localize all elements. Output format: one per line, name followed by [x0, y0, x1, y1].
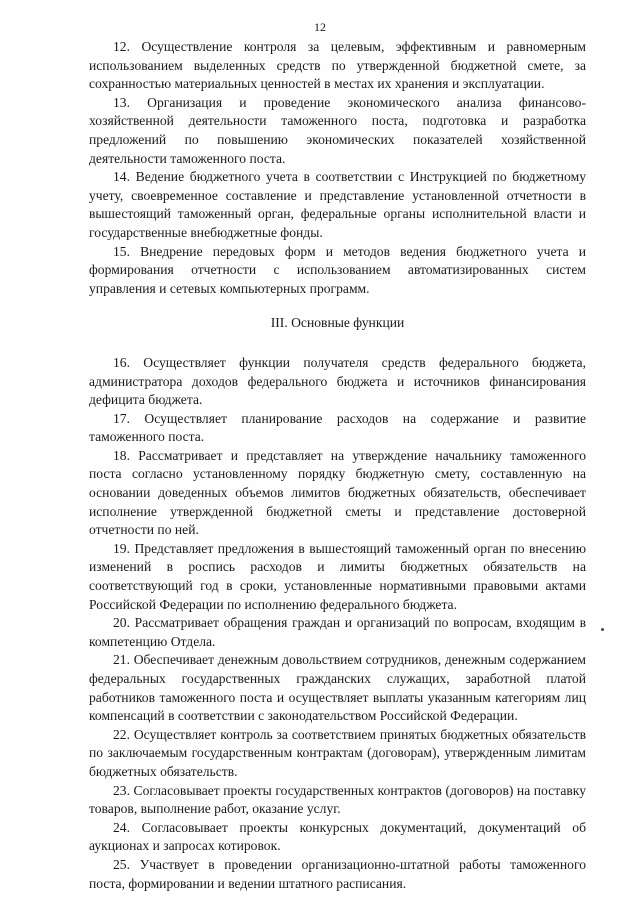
paragraph-23: 23. Согласовывает проекты государственных контрактов (договоров) на поставку товаров, выполнение работ, оказание услуг.	[89, 782, 586, 817]
paragraph-17: 17. Осуществляет планирование расходов на содержание и развитие таможенного поста.	[89, 410, 586, 445]
paragraph-20: 20. Рассматривает обращения граждан и организаций по вопросам, входящим в компетенцию Отдела.	[89, 615, 586, 649]
paragraph-14: 14. Ведение бюджетного учета в соответствии с Инструкцией по бюджетному учету, своевременное составление и представление установленной отчетности в вышестоящий таможенный орган, федеральные органы исполнительной власти и государственные внебюджетные фонды.	[89, 169, 586, 240]
document-body	[89, 38, 586, 893]
paragraph-25: 25. Участвует в проведении организационно-штатной работы таможенного поста, формировании и ведении штатного расписания.	[89, 856, 586, 891]
paragraph-19: 19. Представляет предложения в вышестоящий таможенный орган по внесению изменений в роспись расходов и лимиты бюджетных обязательств на соответствующий год в сроки, установленные нормативными правовыми актами Российской Федерации по исполнению федерального бюджета.	[89, 540, 586, 612]
paragraph-13: 13. Организация и проведение экономического анализа финансово-хозяйственной деятельности таможенного поста, подготовка и разработка предложений по повышению экономических показателей хозяйственной деятельности таможенного поста.	[89, 94, 586, 166]
paragraph-22: 22. Осуществляет контроль за соответствием принятых бюджетных обязательств по заключаемым государственным контрактам (договорам), утвержденным лимитам бюджетных обязательств.	[89, 726, 586, 779]
scan-speck	[601, 628, 604, 631]
paragraph-24: 24. Согласовывает проекты конкурсных документаций, документаций об аукционах и запросах котировок.	[89, 819, 586, 854]
paragraph-15: 15. Внедрение передовых форм и методов ведения бюджетного учета и формирования отчетности с использованием автоматизированных систем управления и сетевых компьютерных программ.	[89, 243, 586, 296]
section-title: III. Основные функции	[270, 315, 405, 331]
page-number: 12	[314, 20, 326, 34]
paragraph-12: 12. Осуществление контроля за целевым, эффективным и равномерным использованием выделенных средств по утвержденной бюджетной смете, за сохранностью материальных ценностей в местах их хранения и эксплуатации.	[89, 39, 586, 92]
paragraph-18: 18. Рассматривает и представляет на утверждение начальнику таможенного поста согласно установленному порядку бюджетную смету, составленную на основании доведенных объемов лимитов бюджетных обязательств, обеспечивает исполнение утвержденной бюджетной сметы и представление достоверной отчетности по ней.	[89, 447, 586, 538]
paragraph-21: 21. Обеспечивает денежным довольствием сотрудников, денежным содержанием федеральных государственных гражданских служащих, заработной платой работников таможенного поста и осуществляет выплаты указанным категориям лиц компенсаций в соответствии с законодательством Российской Федерации.	[89, 652, 586, 724]
paragraph-16: 16. Осуществляет функции получателя средств федерального бюджета, администратора доходов федерального бюджета и источников финансирования дефицита бюджета.	[89, 354, 586, 408]
